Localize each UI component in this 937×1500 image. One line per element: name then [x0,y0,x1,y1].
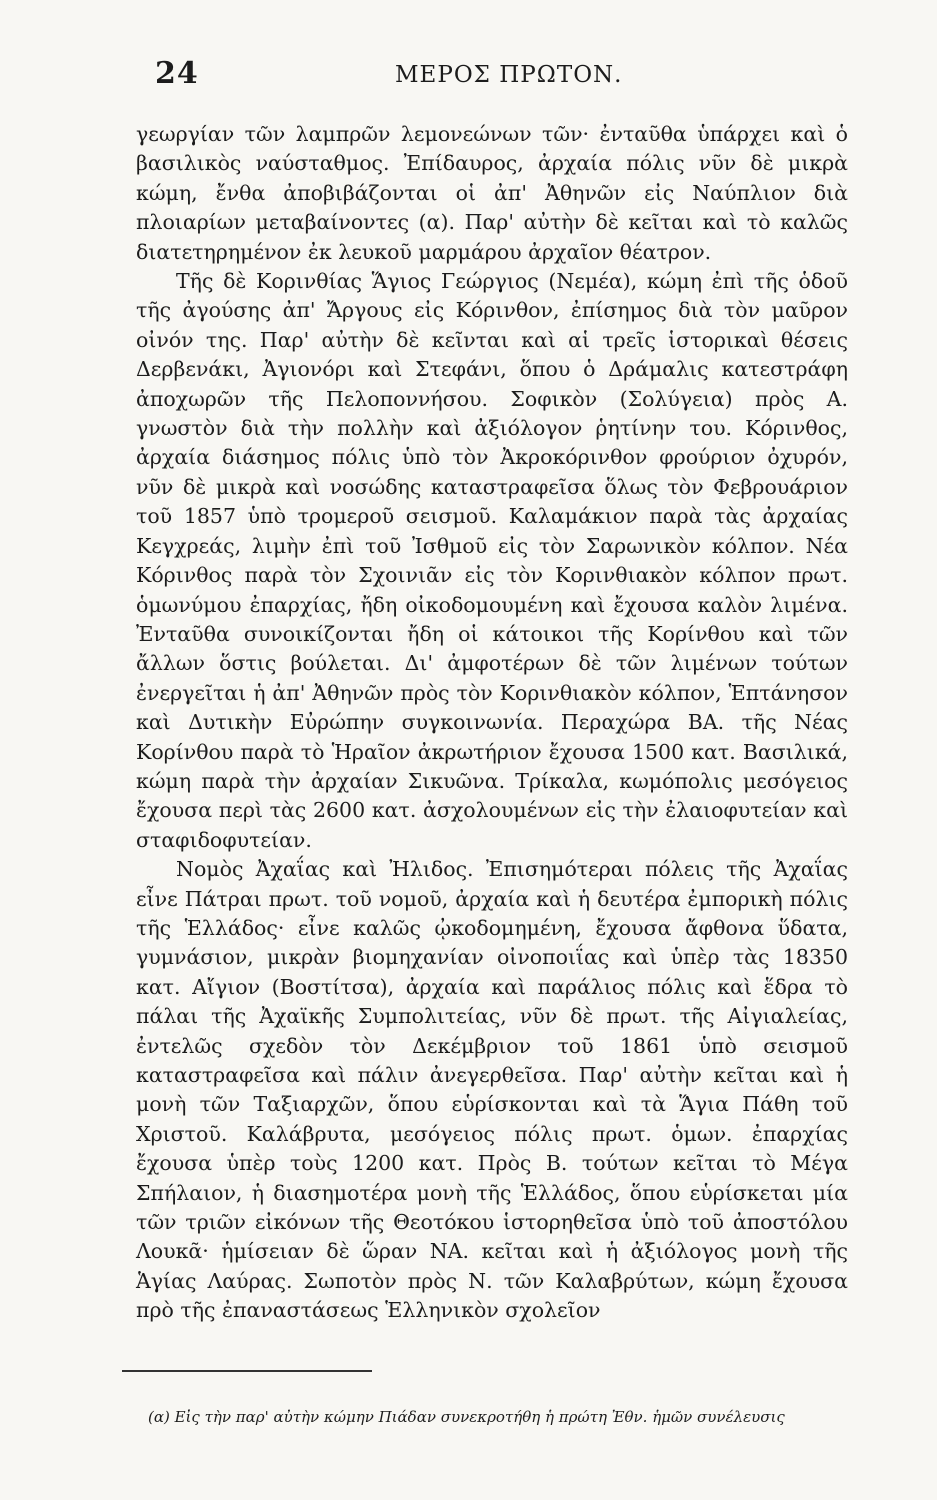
body-text [136,120,848,1326]
paragraph-achaia-elis: Νομὸς Ἀχαΐας καὶ Ἠλιδος. Ἐπισημότεραι πόλεις τῆς Ἀχαΐας εἶνε Πάτραι πρωτ. τοῦ νομοῦ, ἀρχαία καὶ ἡ δευτέρα ἐμπορικὴ πόλις τῆς Ἑλλάδος· εἶνε καλῶς ᾠκοδομημένη, ἔχουσα ἄφθονα ὕδατα, γυμνάσιον, μικρὰν βιομηχανίαν οἰνοποιΐας καὶ ὑπὲρ τὰς 18350 κατ. Αἴγιον (Βοστίτσα), ἀρχαία καὶ παράλιος πόλις καὶ ἕδρα τὸ πάλαι τῆς Ἀχαϊκῆς Συμπολιτείας, νῦν δὲ πρωτ. τῆς Αἰγιαλείας, ἐντελῶς σχεδὸν τὸν Δεκέμβριον τοῦ 1861 ὑπὸ σεισμοῦ καταστραφεῖσα καὶ πάλιν ἀνεγερθεῖσα. Παρ' αὐτὴν κεῖται καὶ ἡ μονὴ τῶν Ταξιαρχῶν, ὅπου εὑρίσκονται καὶ τὰ Ἅγια Πάθη τοῦ Χριστοῦ. Καλάβρυτα, μεσόγειος πόλις πρωτ. ὁμων. ἐπαρχίας ἔχουσα ὑπὲρ τοὺς 1200 κατ. Πρὸς Β. τούτων κεῖται τὸ Μέγα Σπήλαιον, ἡ διασημοτέρα μονὴ τῆς Ἑλλάδος, ὅπου εὑρίσκεται μία τῶν τριῶν εἰκόνων τῆς Θεοτόκου ἱστορηθεῖσα ὑπὸ τοῦ ἀποστόλου Λουκᾶ· ἡμίσειαν δὲ ὥραν ΝΑ. κεῖται καὶ ἡ ἀξιόλογος μονὴ τῆς Ἁγίας Λαύρας. Σωποτὸν πρὸς Ν. τῶν Καλαβρύτων, κώμη ἔχουσα πρὸ τῆς ἐπαναστάσεως Ἑλληνικὸν σχολεῖον [136,857,848,1323]
page-header [155,56,855,96]
running-head: ΜΕΡΟΣ ΠΡΩΤΟΝ. [395,62,623,88]
footnote: (α) Εἰς τὴν παρ' αὐτὴν κώμην Πιάδαν συνεκροτήθη ἡ πρώτη Ἐθν. ἡμῶν συνέλευσις [148,1408,785,1426]
paragraph-corinthia: Τῆς δὲ Κορινθίας Ἅγιος Γεώργιος (Νεμέα), κώμη ἐπὶ τῆς ὁδοῦ τῆς ἀγούσης ἀπ' Ἄργους εἰς Κόρινθον, ἐπίσημος διὰ τὸν μαῦρον οἰνόν της. Παρ' αὐτὴν δὲ κεῖνται καὶ αἱ τρεῖς ἱστορικαὶ θέσεις Δερβενάκι, Ἀγιονόρι καὶ Στεφάνι, ὅπου ὁ Δράμαλις κατεστράφη ἀποχωρῶν τῆς Πελοποννήσου. Σοφικὸν (Σολύγεια) πρὸς Α. γνωστὸν διὰ τὴν πολλὴν καὶ ἀξιόλογον ῥητίνην του. Κόρινθος, ἀρχαία διάσημος πόλις ὑπὸ τὸν Ἀκροκόρινθον φρούριον ὀχυρόν, νῦν δὲ μικρὰ καὶ νοσώδης καταστραφεῖσα ὅλως τὸν Φεβρουάριον τοῦ 1857 ὑπὸ τρομεροῦ σεισμοῦ. Καλαμάκιον παρὰ τὰς ἀρχαίας Κεγχρεάς, λιμὴν ἐπὶ τοῦ Ἰσθμοῦ εἰς τὸν Σαρωνικὸν κόλπον. Νέα Κόρινθος παρὰ τὸν Σχοινιᾶν εἰς τὸν Κορινθιακὸν κόλπον πρωτ. ὁμωνύμου ἐπαρχίας, ἤδη οἰκοδομουμένη καὶ ἔχουσα καλὸν λιμένα. Ἐνταῦθα συνοικίζονται ἤδη οἱ κάτοικοι τῆς Κορίνθου καὶ τῶν ἄλλων ὅστις βούλεται. Δι' ἀμφοτέρων δὲ τῶν λιμένων τούτων ἐνεργεῖται ἡ ἀπ' Ἀθηνῶν πρὸς τὸν Κορινθιακὸν κόλπον, Ἑπτάνησον καὶ Δυτικὴν Εὐρώπην συγκοινωνία. Περαχώρα ΒΑ. τῆς Νέας Κορίνθου παρὰ τὸ Ἡραῖον ἀκρωτήριον ἔχουσα 1500 κατ. Βασιλικά, κώμη παρὰ τὴν ἀρχαίαν Σικυῶνα. Τρίκαλα, κωμόπολις μεσόγειος ἔχουσα περὶ τὰς 2600 κατ. ἀσχολουμένων εἰς τὴν ἐλαιοφυτείαν καὶ σταφιδοφυτείαν. [136,269,848,852]
page-number: 24 [155,56,199,91]
paragraph-argolis: γεωργίαν τῶν λαμπρῶν λεμονεώνων τῶν· ἐνταῦθα ὑπάρχει καὶ ὁ βασιλικὸς ναύσταθμος. Ἐπίδαυρος, ἀρχαία πόλις νῦν δὲ μικρὰ κώμη, ἔνθα ἀποβιβάζονται οἱ ἀπ' Ἀθηνῶν εἰς Ναύπλιον διὰ πλοιαρίων μεταβαίνοντες (α). Παρ' αὐτὴν δὲ κεῖται καὶ τὸ καλῶς διατετηρημένον ἐκ λευκοῦ μαρμάρου ἀρχαῖον θέατρον. [136,122,848,264]
footnote-divider [122,1370,372,1372]
